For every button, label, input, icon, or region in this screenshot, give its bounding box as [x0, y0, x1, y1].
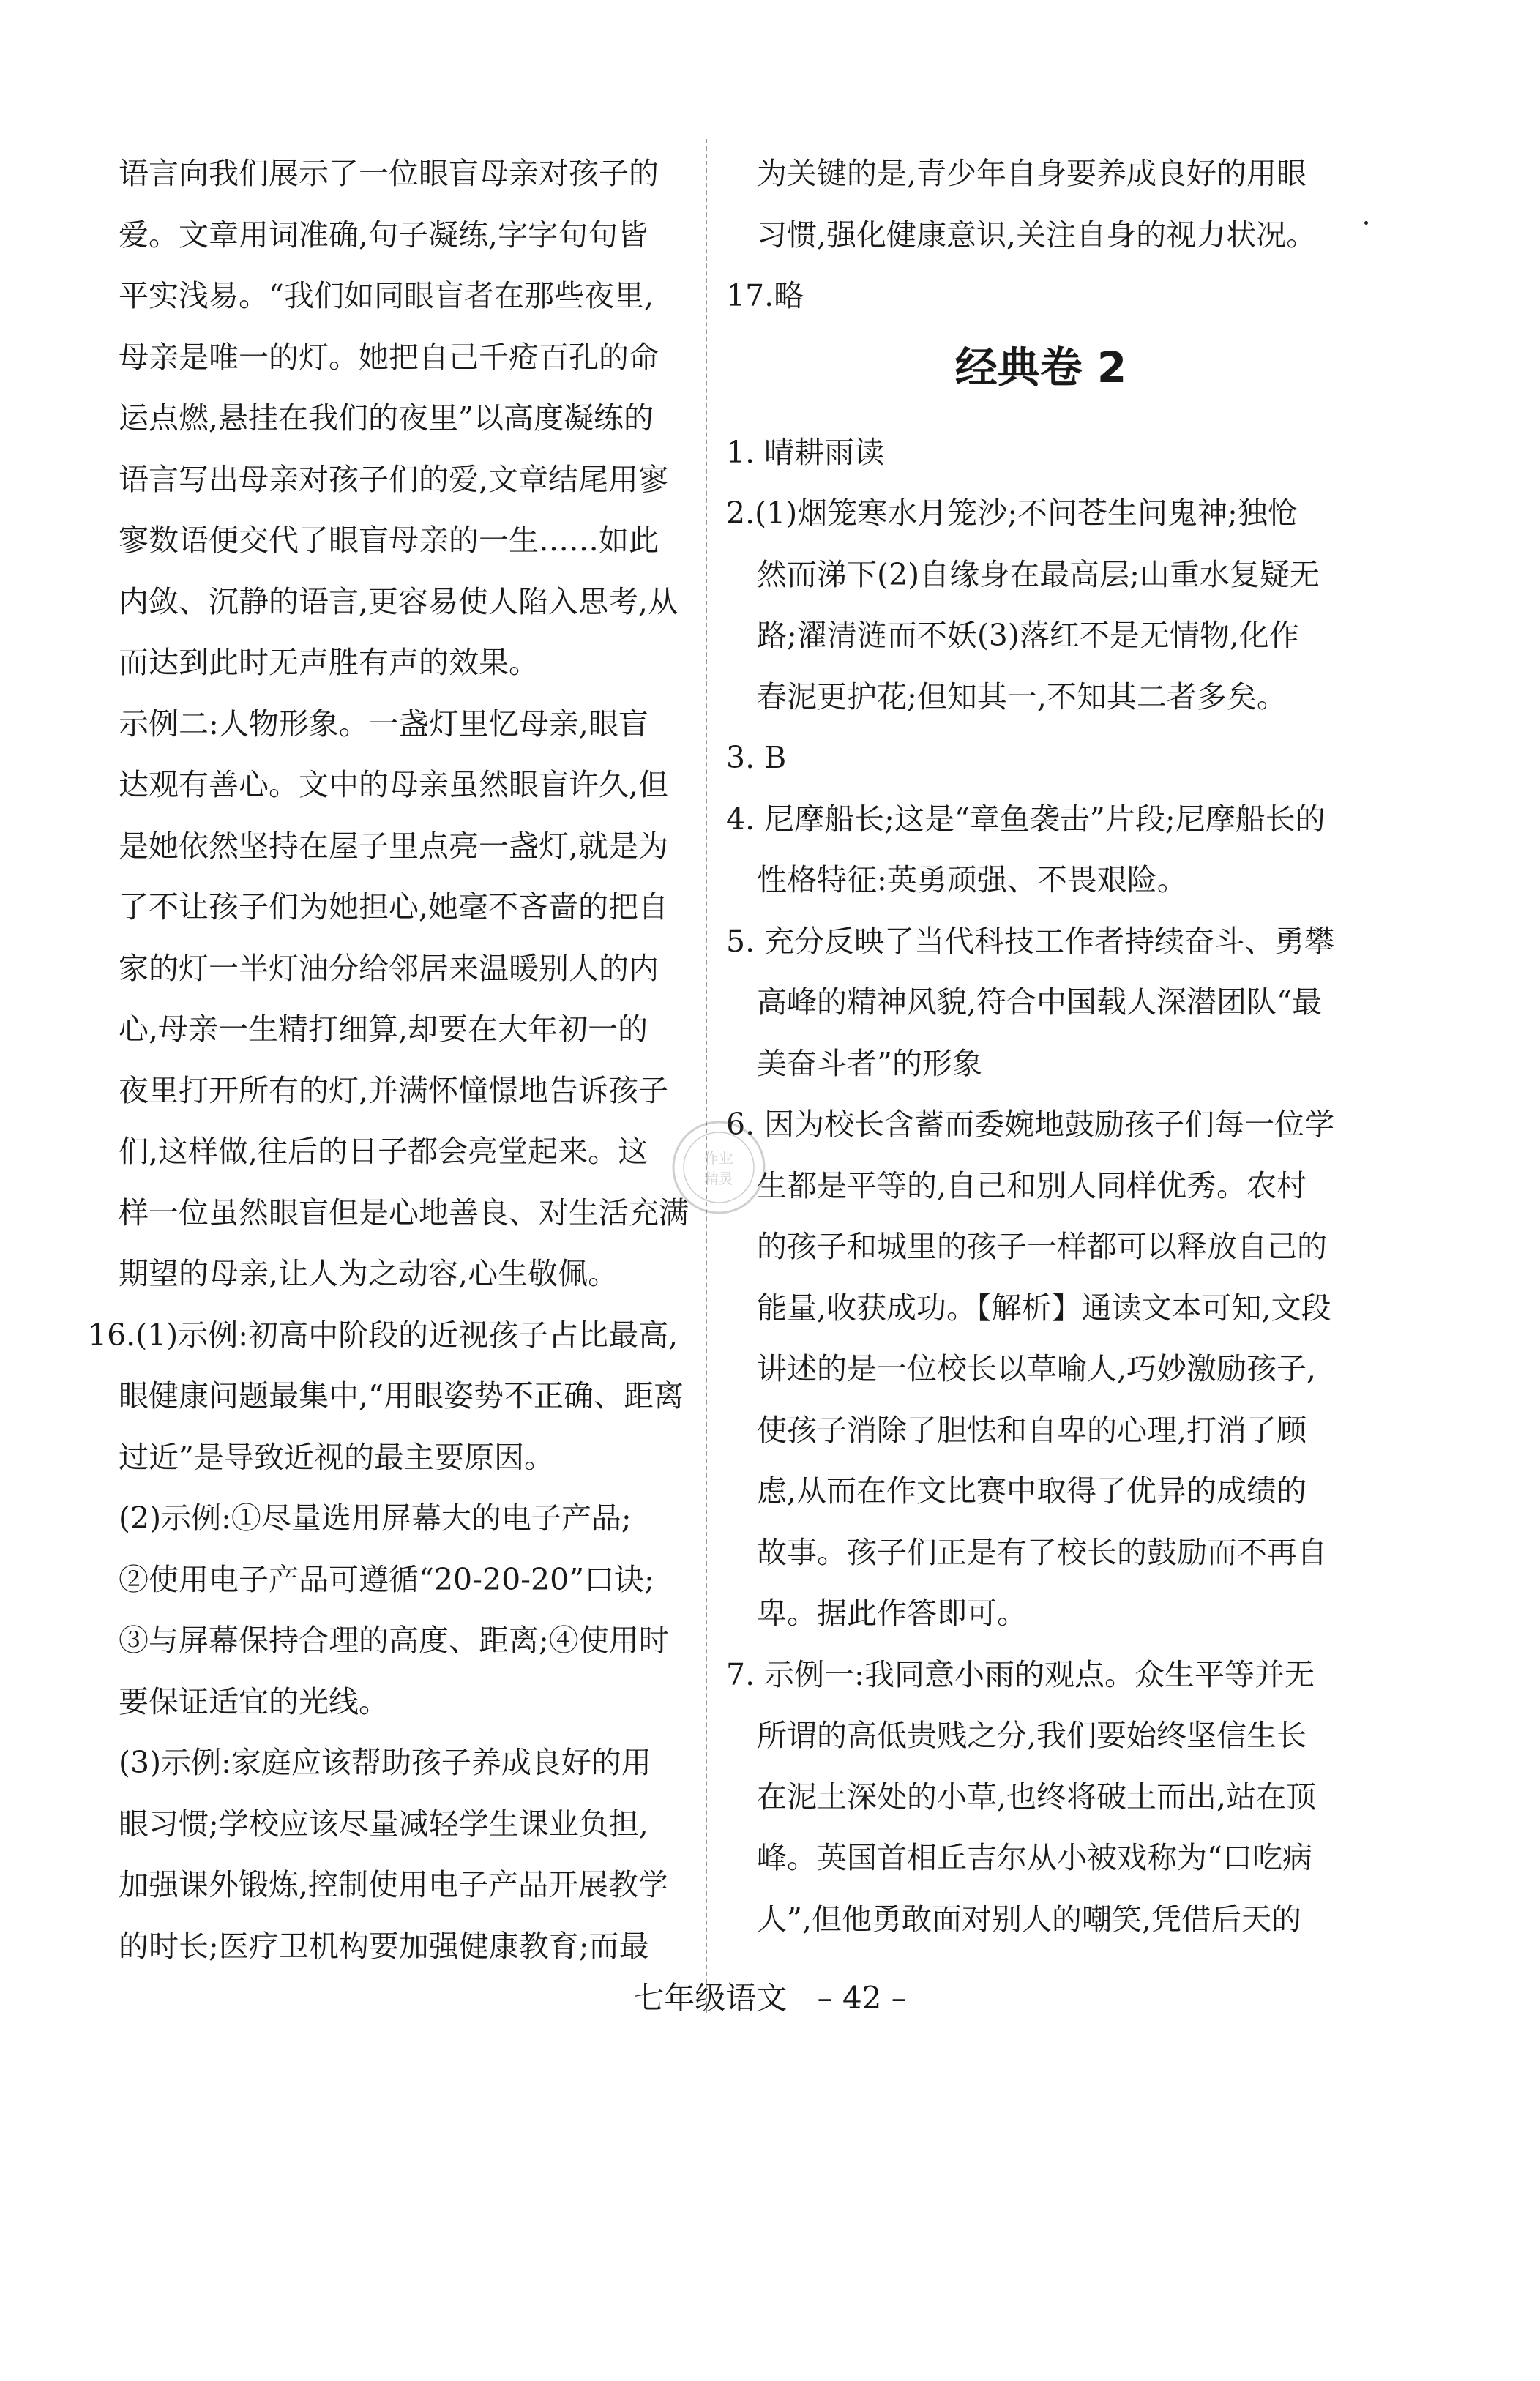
- text-line: ③与屏幕保持合理的高度、距离;④使用时: [119, 1623, 669, 1658]
- svg-text:精灵: 精灵: [704, 1170, 733, 1187]
- footer-subject: 七年级语文: [633, 1980, 788, 2016]
- text-line: 故事。孩子们正是有了校长的鼓励而不再自: [757, 1534, 1327, 1570]
- text-line: ②使用电子产品可遵循“20-20-20”口诀;: [119, 1561, 654, 1597]
- text-line: 然而涕下(2)自缘身在最高层;山重水复疑无: [757, 556, 1320, 592]
- text-line: 美奋斗者”的形象: [757, 1045, 982, 1081]
- text-line: 内敛、沉静的语言,更容易使人陷入思考,从: [119, 583, 679, 619]
- text-line: 语言向我们展示了一位眼盲母亲对孩子的: [119, 156, 659, 191]
- text-line: (3)示例:家庭应该帮助孩子养成良好的用: [119, 1745, 651, 1780]
- text-line: 生都是平等的,自己和别人同样优秀。农村: [757, 1167, 1307, 1203]
- text-line: 的时长;医疗卫机构要加强健康教育;而最: [119, 1928, 649, 1964]
- text-line: 而达到此时无声胜有声的效果。: [119, 645, 539, 680]
- text-line: 6. 因为校长含蓄而委婉地鼓励孩子们每一位学: [726, 1107, 1335, 1142]
- text-line: 要保证适宜的光线。: [119, 1683, 389, 1719]
- text-line: 能量,收获成功。【解析】通读文本可知,文段: [757, 1290, 1331, 1326]
- text-line: 讲述的是一位校长以草喻人,巧妙激励孩子,: [757, 1351, 1317, 1386]
- text-line: 习惯,强化健康意识,关注自身的视力状况。: [757, 217, 1317, 253]
- text-line: 样一位虽然眼盲但是心地善良、对生活充满: [119, 1195, 689, 1230]
- text-line: 路;濯清涟而不妖(3)落红不是无情物,化作: [757, 618, 1299, 653]
- text-line: 过近”是导致近视的最主要原因。: [119, 1439, 554, 1475]
- right-column: [726, 143, 1356, 1950]
- section-heading: 经典卷 2: [954, 342, 1127, 392]
- text-line: 心,母亲一生精打细算,却要在大年初一的: [119, 1012, 648, 1047]
- text-line: 7. 示例一:我同意小雨的观点。众生平等并无: [726, 1656, 1315, 1692]
- text-line: 16.(1)示例:初高中阶段的近视孩子占比最高,: [88, 1317, 679, 1353]
- right-column-bottom: [726, 422, 1356, 1951]
- text-line: 性格特征:英勇顽强、不畏艰险。: [757, 862, 1187, 897]
- text-line: 所谓的高低贵贱之分,我们要始终坚信生长: [757, 1718, 1307, 1753]
- text-line: 家的灯一半灯油分给邻居来温暖别人的内: [119, 950, 659, 986]
- column-divider: [706, 139, 707, 2013]
- stray-dot: [1364, 221, 1368, 225]
- text-line: 寥数语便交代了眼盲母亲的一生……如此: [119, 523, 659, 558]
- text-line: 高峰的精神风貌,符合中国载人深潜团队“最: [757, 984, 1322, 1020]
- text-line: 眼健康问题最集中,“用眼姿势不正确、距离: [119, 1378, 684, 1413]
- right-column-top: [726, 143, 1356, 327]
- text-line: 期望的母亲,让人为之动容,心生敬佩。: [119, 1256, 618, 1291]
- text-line: (2)示例:①尽量选用屏幕大的电子产品;: [119, 1500, 632, 1536]
- text-line: 达观有善心。文中的母亲虽然眼盲许久,但: [119, 767, 669, 802]
- text-line: 卑。据此作答即可。: [757, 1596, 1027, 1631]
- text-line: 使孩子消除了胆怯和自卑的心理,打消了顾: [757, 1412, 1307, 1448]
- text-line: 人”,但他勇敢面对别人的嘲笑,凭借后天的: [757, 1901, 1302, 1937]
- text-line: 的孩子和城里的孩子一样都可以释放自己的: [757, 1229, 1327, 1264]
- text-line: 加强课外锻炼,控制使用电子产品开展教学: [119, 1867, 669, 1902]
- text-line: 5. 充分反映了当代科技工作者持续奋斗、勇攀: [726, 923, 1335, 959]
- footer-page-number: – 42 –: [817, 1980, 907, 2016]
- text-line: 爱。文章用词准确,句子凝练,字字句句皆: [119, 217, 648, 253]
- text-line: 运点燃,悬挂在我们的夜里”以高度凝练的: [119, 400, 654, 436]
- text-line: 1. 晴耕雨读: [726, 434, 885, 470]
- left-column: [88, 143, 687, 1977]
- text-line: 眼习惯;学校应该尽量减轻学生课业负担,: [119, 1806, 648, 1842]
- page-footer: [0, 1976, 1540, 2020]
- text-line: 是她依然坚持在屋子里点亮一盏灯,就是为: [119, 828, 669, 864]
- text-line: 语言写出母亲对孩子们的爱,文章结尾用寥: [119, 461, 669, 497]
- text-line: 4. 尼摩船长;这是“章鱼袭击”片段;尼摩船长的: [726, 801, 1326, 837]
- text-line: 在泥土深处的小草,也终将破土而出,站在顶: [757, 1779, 1317, 1814]
- text-line: 平实浅易。“我们如同眼盲者在那些夜里,: [119, 278, 654, 313]
- text-line: 夜里打开所有的灯,并满怀憧憬地告诉孩子: [119, 1072, 669, 1108]
- text-line: 17.略: [726, 278, 804, 313]
- text-line: 春泥更护花;但知其一,不知其二者多矣。: [757, 679, 1287, 714]
- text-line: 了不让孩子们为她担心,她毫不吝啬的把自: [119, 889, 669, 924]
- text-line: 2.(1)烟笼寒水月笼沙;不问苍生问鬼神;独怆: [726, 496, 1298, 531]
- text-line: 为关键的是,青少年自身要养成良好的用眼: [757, 156, 1307, 191]
- text-line: 虑,从而在作文比赛中取得了优异的成绩的: [757, 1473, 1307, 1509]
- text-line: 示例二:人物形象。一盏灯里忆母亲,眼盲: [119, 706, 648, 741]
- text-line: 们,这样做,往后的日子都会亮堂起来。这: [119, 1134, 648, 1169]
- text-line: 母亲是唯一的灯。她把自己千疮百孔的命: [119, 339, 659, 375]
- svg-text:作业: 作业: [704, 1149, 733, 1167]
- watermark-stamp-icon: [668, 1116, 770, 1219]
- text-line: 3. B: [726, 740, 787, 775]
- text-line: 峰。英国首相丘吉尔从小被戏称为“口吃病: [757, 1840, 1312, 1875]
